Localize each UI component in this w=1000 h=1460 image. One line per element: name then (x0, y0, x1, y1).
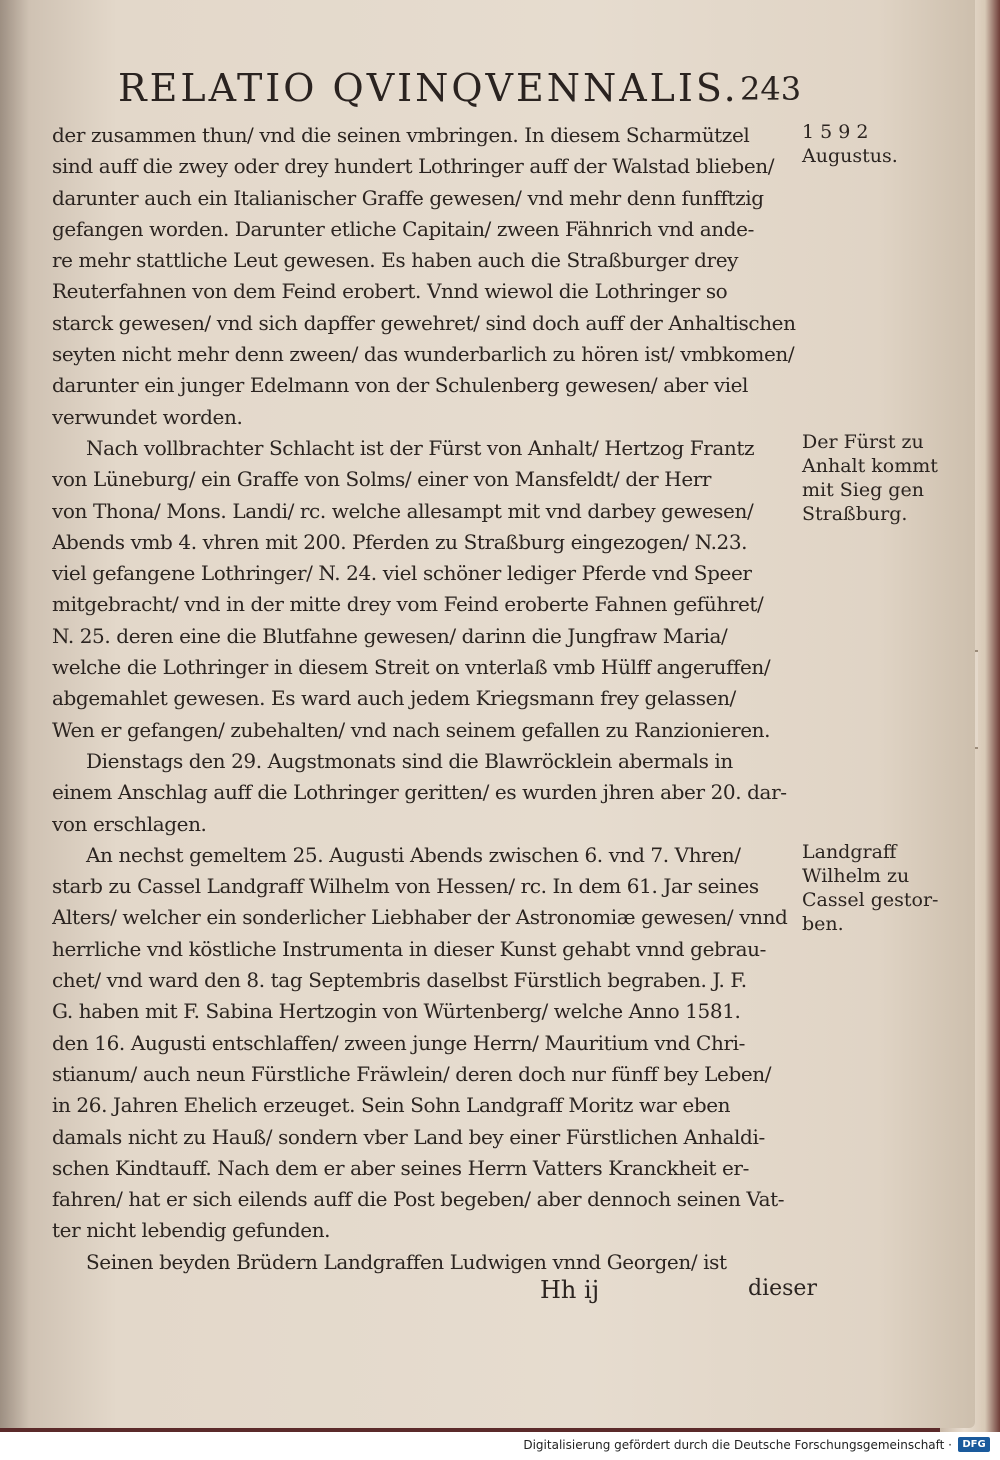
text-line: von erschlagen. (52, 811, 207, 836)
page-number: 243 (740, 70, 802, 108)
text-line: einem Anschlag auff die Lothringer geritten/ es wurden jhren aber 20. dar- (52, 780, 787, 805)
text-line: den 16. Augusti entschlaffen/ zween junge Herrn/ Mauritium vnd Chri- (52, 1030, 745, 1055)
note-line: ben. (802, 913, 844, 935)
text-line: chet/ vnd ward den 8. tag Septembris daselbst Fürstlich begraben. J. F. (52, 968, 747, 993)
note-line: Landgraff (802, 841, 897, 863)
text-line: G. haben mit F. Sabina Hertzogin von Würtenberg/ welche Anno 1581. (52, 999, 741, 1024)
text-line: der zusammen thun/ vnd die seinen vmbringen. In diesem Scharmützel (52, 123, 750, 147)
text-line: welche die Lothringer in diesem Streit on vnterlaß vmb Hülff angeruffen/ (52, 655, 771, 680)
marginal-note-date (802, 120, 898, 168)
note-line: Der Fürst zu (802, 431, 924, 453)
text-line: damals nicht zu Hauß/ sondern vber Land bey einer Fürstlichen Anhaldi- (52, 1124, 765, 1149)
running-head (0, 66, 975, 116)
running-title: RELATIO QVINQVENNALIS. (118, 66, 739, 110)
marginal-note-anhalt (802, 430, 938, 526)
catchline (540, 1276, 817, 1310)
note-line: Straßburg. (802, 503, 908, 525)
text-line: darunter ein junger Edelmann von der Schulenberg gewesen/ aber viel (52, 373, 749, 398)
footer (0, 1432, 1000, 1460)
text-line: An nechst gemeltem 25. Augusti Abends zwischen 6. vnd 7. Vhren/ (86, 842, 741, 867)
text-line: Wen er gefangen/ zubehalten/ vnd nach seinem gefallen zu Ranzionieren. (52, 717, 771, 742)
text-line: sind auff die zwey oder drey hundert Lothringer auff der Walstad blieben/ (52, 154, 775, 179)
text-line: Seinen beyden Brüdern Landgraffen Ludwigen vnnd Georgen/ ist (86, 1249, 727, 1274)
note-line: Augustus. (802, 145, 898, 167)
text-line: seyten nicht mehr denn zween/ das wunderbarlich zu hören ist/ vmbkomen/ (52, 342, 795, 367)
text-line: stianum/ auch neun Fürstliche Fräwlein/ deren doch nur fünff bey Leben/ (52, 1061, 772, 1086)
text-line: Reuterfahnen von dem Feind erobert. Vnnd wiewol die Lothringer so (52, 279, 728, 304)
text-line: von Thona/ Mons. Landi/ rc. welche allesampt mit vnd darbey gewesen/ (52, 498, 754, 523)
text-line: re mehr stattliche Leut gewesen. Es haben auch die Straßburger drey (52, 248, 739, 273)
text-line: N. 25. deren eine die Blutfahne gewesen/ darinn die Jungfraw Maria/ (52, 623, 728, 648)
text-line: ter nicht lebendig gefunden. (52, 1218, 331, 1243)
note-line: 1 5 9 2 (802, 121, 869, 143)
text-line: fahren/ hat er sich eilends auff die Post begeben/ aber dennoch seinen Vat- (52, 1187, 785, 1212)
text-line: abgemahlet gewesen. Es ward auch jedem Kriegsmann frey gelassen/ (52, 686, 736, 711)
catchword: dieser (748, 1276, 817, 1301)
text-line: darunter auch ein Italianischer Graffe gewesen/ vnd mehr denn funfftzig (52, 185, 764, 210)
dfg-logo: DFG (958, 1437, 990, 1452)
text-line: Alters/ welcher ein sonderlicher Liebhaber der Astronomiæ gewesen/ vnnd (52, 905, 788, 930)
body-text (52, 120, 800, 1278)
note-line: Cassel gestor- (802, 889, 939, 911)
text-line: verwundet worden. (52, 404, 243, 429)
note-line: Anhalt kommt (802, 455, 938, 477)
text-line: in 26. Jahren Ehelich erzeuget. Sein Sohn Landgraff Moritz war eben (52, 1093, 731, 1118)
signature-mark: Hh ij (540, 1276, 600, 1304)
text-line: viel gefangene Lothringer/ N. 24. viel schöner lediger Pferde vnd Speer (52, 561, 752, 586)
text-line: von Lüneburg/ ein Graffe von Solms/ einer von Mansfeldt/ der Herr (52, 467, 712, 492)
text-line: schen Kindtauff. Nach dem er aber seines Herrn Vatters Kranckheit er- (52, 1155, 749, 1180)
text-line: Dienstags den 29. Augstmonats sind die Blawröcklein abermals in (86, 748, 733, 773)
funding-credit: Digitalisierung gefördert durch die Deutsche Forschungsgemeinschaft · (523, 1438, 952, 1452)
note-line: mit Sieg gen (802, 479, 924, 501)
text-line: Abends vmb 4. vhren mit 200. Pferden zu Straßburg eingezogen/ N.23. (52, 529, 748, 554)
text-line: gefangen worden. Darunter etliche Capitain/ zween Fähnrich vnd ande- (52, 216, 754, 241)
text-line: starb zu Cassel Landgraff Wilhelm von Hessen/ rc. In dem 61. Jar seines (52, 874, 759, 899)
text-line: herrliche vnd köstliche Instrumenta in dieser Kunst gehabt vnnd gebrau- (52, 936, 766, 961)
text-line: starck gewesen/ vnd sich dapffer gewehret/ sind doch auff der Anhaltischen (52, 310, 796, 335)
note-line: Wilhelm zu (802, 865, 910, 887)
text-line: mitgebracht/ vnd in der mitte drey vom Feind eroberte Fahnen geführet/ (52, 592, 764, 617)
marginal-note-wilhelm (802, 840, 938, 936)
text-line: Nach vollbrachter Schlacht ist der Fürst von Anhalt/ Hertzog Frantz (86, 435, 755, 460)
